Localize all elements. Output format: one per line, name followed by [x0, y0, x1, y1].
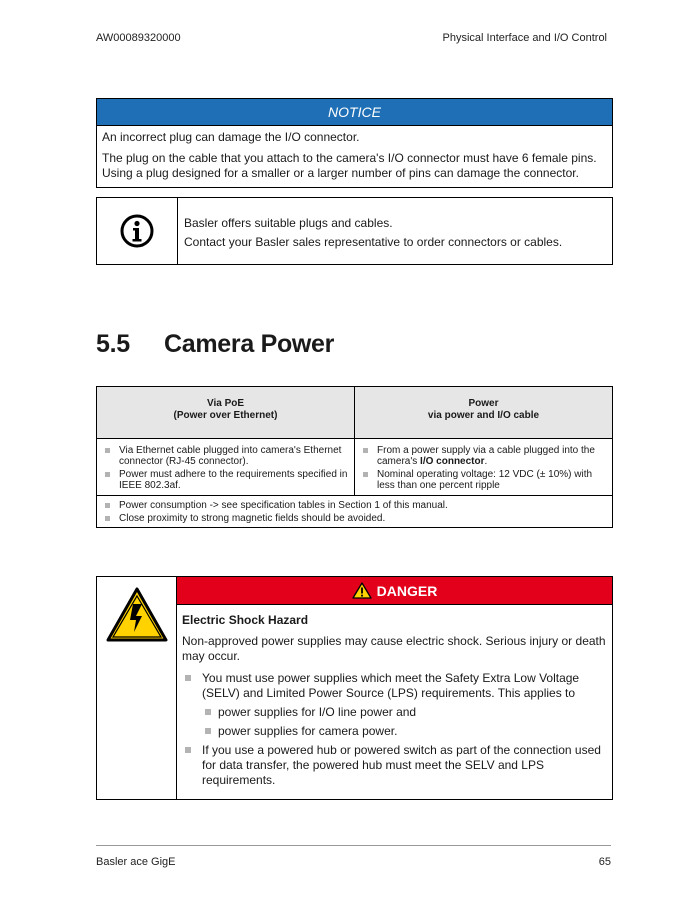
notice-line-2: The plug on the cable that you attach to the camera's I/O connector must have 6 female pins. Using a plug designed for a smaller or a larger number of pins can damage the connector.	[102, 150, 597, 180]
item-text-end: .	[484, 456, 488, 467]
list-item	[182, 671, 606, 739]
item-text: From a power supply via a cable plugged into the camera's	[377, 445, 595, 467]
info-box	[96, 197, 613, 265]
info-text	[178, 198, 568, 264]
danger-icon-cell	[97, 577, 177, 799]
poe-cell	[97, 439, 354, 496]
danger-intro: Non-approved power supplies may cause electric shock. Serious injury or death may occur.	[182, 634, 606, 663]
danger-title: DANGER	[376, 582, 438, 599]
footer-product: Basler ace GigE	[96, 856, 176, 868]
warning-triangle-icon	[352, 582, 372, 599]
table-header-cable	[354, 387, 612, 439]
table-header-poe	[97, 387, 354, 439]
list-item: power supplies for I/O line power and	[202, 705, 606, 720]
footer-page-number: 65	[598, 856, 611, 868]
danger-box	[96, 576, 613, 800]
list-item: Power must adhere to the requirements specified in IEEE 802.3af.	[101, 469, 350, 491]
list-item: Nominal operating voltage: 12 VDC (± 10%) with less than one percent ripple	[359, 469, 608, 491]
io-connector-text: I/O connector	[420, 456, 485, 467]
power-table-body	[97, 439, 612, 496]
list-item: Via Ethernet cable plugged into camera's Ethernet connector (RJ-45 connector).	[101, 445, 350, 467]
info-icon-cell	[97, 198, 178, 264]
footer-divider	[96, 845, 611, 846]
header-cable-line2: via power and I/O cable	[427, 410, 540, 421]
notice-box	[96, 98, 613, 188]
list-item	[359, 445, 608, 467]
header-chapter: Physical Interface and I/O Control	[442, 32, 607, 44]
power-table-footer	[97, 496, 612, 527]
section-number: 5.5	[96, 330, 130, 358]
danger-content	[177, 577, 612, 799]
header-poe-line2: (Power over Ethernet)	[173, 410, 278, 421]
danger-header	[177, 577, 612, 605]
danger-body	[177, 605, 612, 788]
danger-bullet-1: You must use power supplies which meet the Safety Extra Low Voltage (SELV) and Limited Power Source (LPS) requirements. This applies to	[202, 671, 580, 700]
info-line-1: Basler offers suitable plugs and cables.	[184, 216, 393, 230]
list-item: If you use a powered hub or powered switch as part of the connection used for data transfer, the powered hub must meet the SELV and LPS requirements.	[182, 743, 606, 788]
header-cable-line1: Power	[468, 398, 499, 409]
section-title: Camera Power	[164, 330, 335, 358]
list-item: Close proximity to strong magnetic fields should be avoided.	[101, 513, 608, 524]
danger-subtitle: Electric Shock Hazard	[182, 613, 309, 627]
power-table	[96, 386, 613, 528]
list-item: power supplies for camera power.	[202, 724, 606, 739]
cable-cell	[354, 439, 612, 496]
notice-line-1: An incorrect plug can damage the I/O connector.	[102, 130, 360, 144]
high-voltage-icon	[106, 587, 168, 643]
list-item: Power consumption -> see specification tables in Section 1 of this manual.	[101, 500, 608, 511]
info-line-2: Contact your Basler sales representative to order connectors or cables.	[184, 235, 563, 249]
section-heading	[96, 330, 334, 359]
power-table-header	[97, 387, 612, 439]
header-doc-id: AW00089320000	[96, 32, 181, 44]
notice-body	[97, 126, 612, 187]
info-circle-icon	[120, 214, 154, 248]
notice-title: NOTICE	[97, 99, 612, 126]
header-poe-line1: Via PoE	[206, 398, 245, 409]
